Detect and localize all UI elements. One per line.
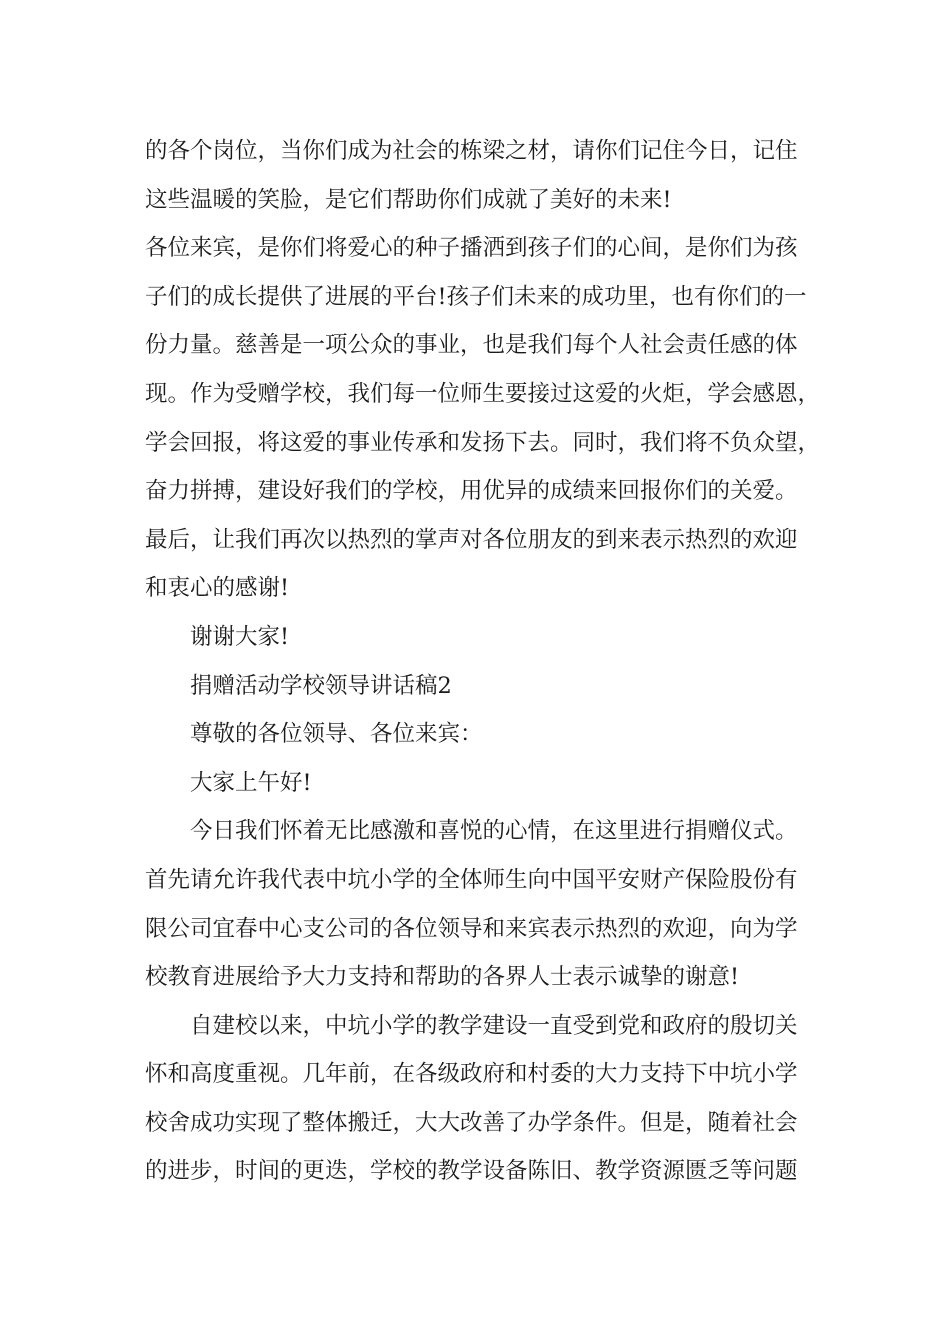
text-line: 现。作为受赠学校，我们每一位师生要接过这爱的火炬，学会感恩， <box>145 380 821 407</box>
greeting: 大家上午好! <box>190 769 312 796</box>
text-line: 校舍成功实现了整体搬迁，大大改善了办学条件。但是，随着社会 <box>145 1109 798 1136</box>
text-line: 子们的成长提供了进展的平台!孩子们未来的成功里，也有你们的一 <box>145 283 807 310</box>
text-line: 这些温暖的笑脸，是它们帮助你们成就了美好的未来! <box>145 186 672 213</box>
text-line: 学会回报，将这爱的事业传承和发扬下去。同时，我们将不负众望， <box>145 429 821 456</box>
document-body <box>145 127 835 1196</box>
text-line: 首先请允许我代表中坑小学的全体师生向中国平安财产保险股份有 <box>145 866 798 893</box>
text-line: 自建校以来，中坑小学的教学建设一直受到党和政府的殷切关 <box>190 1012 798 1039</box>
text-line: 的进步，时间的更迭，学校的教学设备陈旧、教学资源匮乏等问题 <box>145 1158 798 1185</box>
text-line: 最后，让我们再次以热烈的掌声对各位朋友的到来表示热烈的欢迎 <box>145 526 798 553</box>
text-line: 的各个岗位，当你们成为社会的栋梁之材，请你们记住今日，记住 <box>145 138 798 164</box>
text-line: 怀和高度重视。几年前，在各级政府和村委的大力支持下中坑小学 <box>145 1061 798 1088</box>
text-line: 和衷心的感谢! <box>145 575 290 602</box>
text-line: 各位来宾，是你们将爱心的种子播洒到孩子们的心间，是你们为孩 <box>145 235 798 262</box>
closing-thanks: 谢谢大家! <box>190 623 290 650</box>
text-line: 限公司宜春中心支公司的各位领导和来宾表示热烈的欢迎，向为学 <box>145 915 798 942</box>
text-line: 校教育进展给予大力支持和帮助的各界人士表示诚挚的谢意! <box>145 964 740 991</box>
section-title: 捐赠活动学校领导讲话稿2 <box>190 672 452 699</box>
text-line: 奋力拼搏，建设好我们的学校，用优异的成绩来回报你们的关爱。 <box>145 478 798 505</box>
text-line: 今日我们怀着无比感激和喜悦的心情，在这里进行捐赠仪式。 <box>190 818 798 845</box>
text-line: 份力量。慈善是一项公众的事业，也是我们每个人社会责任感的体 <box>145 332 798 359</box>
salutation: 尊敬的各位领导、各位来宾： <box>190 721 483 748</box>
